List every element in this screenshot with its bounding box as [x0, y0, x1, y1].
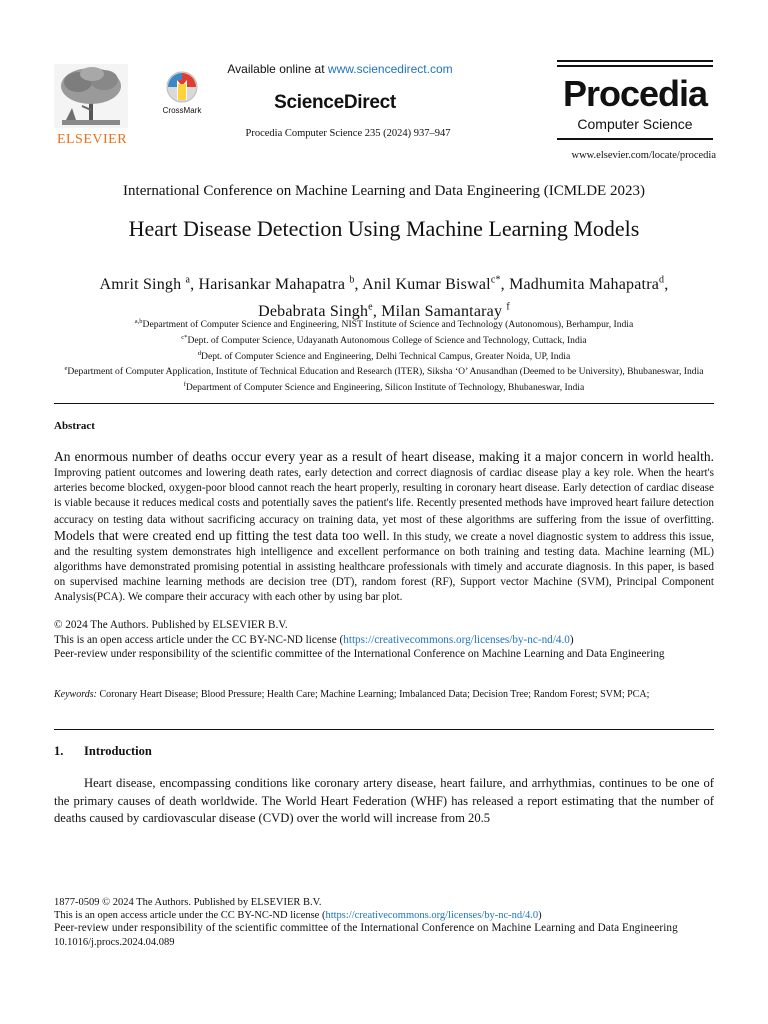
paper-title: Heart Disease Detection Using Machine Learning Models — [128, 216, 640, 241]
keywords — [54, 688, 714, 702]
keywords-label: Keywords: — [54, 689, 97, 700]
author: Anil Kumar Biswal$^{c*}$, — [362, 275, 510, 294]
sciencedirect-logo: ScienceDirect — [274, 92, 396, 113]
footer-license-link[interactable]: https://creativecommons.org/licenses/by-nc-nd/4.0 — [325, 910, 539, 922]
elsevier-wordmark: ELSEVIER — [56, 132, 128, 147]
sciencedirect-link[interactable]: www.sciencedirect.com — [327, 62, 453, 76]
crossmark-icon — [165, 70, 199, 108]
rights-block — [54, 618, 714, 662]
divider-bottom — [54, 729, 714, 730]
conference-name: International Conference on Machine Learning and Data Engineering (ICMLDE 2023) — [123, 183, 645, 199]
available-online — [200, 62, 480, 76]
available-prefix: Available online at — [227, 62, 328, 76]
abstract-emph: Models that were created end up fitting the test data too well. — [54, 528, 390, 543]
procedia-rule-top-2 — [557, 65, 713, 67]
footer-peer-review: Peer-review under responsibility of the scientific committee of the International Conference on Machine Learning and Data Engineering — [54, 922, 678, 935]
affiliation: $^{c*}$Dept. of Computer Science, Udayanath Autonomous College of Science and Technology, Cuttack, India — [181, 333, 587, 346]
section-heading — [54, 744, 152, 759]
affiliation: $^e$Department of Computer Application, Institute of Technical Education and Research (ITER), Siksha ‘O’ Anusandhan (Deemed to be University), Bhubaneswar, India — [64, 365, 704, 378]
affiliation: $^d$Dept. of Computer Science and Engineering, Delhi Technical Campus, Greater Noida, UP, India — [197, 349, 571, 362]
abstract-part: In this study, we create a novel diagnostic system to address this issue, and the resulting system demonstrates high intelligence and excellent performance on both training and testing data. Machine learning (ML) algorithms have demonstrated promising potential in assisting healthcare professionals with timely and accurate diagnosis. In this paper, is based on supervised machine learning methods are decision tree (DT), random forest (RF), Support vector Machine (SVM), Principal Component Analysis(PCA). We compare their accuracy with each other by using bar plot. — [54, 531, 714, 603]
license-link[interactable]: https://creativecommons.org/licenses/by-nc-nd/4.0 — [343, 633, 570, 646]
section-title: Introduction — [84, 744, 152, 758]
procedia-rule-bottom — [557, 138, 713, 140]
procedia-subtitle: Computer Science — [577, 116, 693, 132]
affiliation: $^{a,b}$Department of Computer Science and Engineering, NIST Institute of Science and Technology (Autonomous), Berhampur, India — [134, 318, 634, 331]
keywords-text: Coronary Heart Disease; Blood Pressure; Health Care; Machine Learning; Imbalanced Data; Decision Tree; Random Forest; SVM; PCA; — [96, 689, 650, 700]
elsevier-url[interactable]: www.elsevier.com/locate/procedia — [571, 150, 716, 161]
author: Debabrata Singh$^e$, — [258, 301, 382, 320]
journal-reference: Procedia Computer Science 235 (2024) 937–947 — [245, 128, 451, 139]
peer-review-line: Peer-review under responsibility of the scientific committee of the International Conference on Machine Learning and Data Engineering — [54, 648, 665, 660]
elsevier-tree-logo-icon — [54, 64, 128, 128]
journal-header — [0, 0, 768, 172]
license-line: This is an open access article under the CC BY-NC-ND license (https://creativecommons.org/licenses/by-nc-nd/4.0) — [54, 633, 574, 646]
author-list — [70, 270, 698, 323]
abstract-body — [54, 449, 714, 605]
abstract-part: Improving patient outcomes and lowering death rates, early detection and correct diagnosis of cardiac disease play a key role. When the heart's arteries become blocked, oxygen-poor blood cannot reach the heart properly, resulting in coronary heart disease. Early detection of cardiac disease is viable because it reduces medical costs and potentially saves the patient's life. Recently presented methods have improved heart failure detection accuracy on testing data without sacrificing accuracy on training data, yet most of these algorithms are suffering from the issue of overfitting. — [54, 467, 714, 526]
procedia-title: Procedia — [562, 73, 708, 114]
doi-line[interactable]: 10.1016/j.procs.2024.04.089 — [54, 936, 175, 948]
author: Amrit Singh $^a$, — [99, 275, 199, 294]
section-number: 1. — [54, 744, 64, 758]
copyright-line: © 2024 The Authors. Published by ELSEVIER B.V. — [54, 619, 288, 631]
procedia-logo — [557, 60, 713, 142]
page-footer — [54, 896, 714, 949]
abstract-heading: Abstract — [54, 420, 95, 432]
abstract-lead: An enormous number of deaths occur every year as a result of heart disease, making it a major concern in world health. — [54, 449, 714, 464]
author: Milan Samantaray $^f$ — [381, 301, 510, 320]
crossmark-label: CrossMark — [162, 106, 202, 115]
introduction-body: Heart disease, encompassing conditions like coronary artery disease, heart failure, and arrhythmias, continues to be one of the primary causes of death worldwide. The World Heart Federation (WHF) has released a report estimating that the number of deaths caused by cardiovascular disease (CVD) over the world will increase from 20.5 — [54, 776, 714, 825]
footer-license-line: This is an open access article under the CC BY-NC-ND license (https://creativecommons.org/licenses/by-nc-nd/4.0) — [54, 910, 542, 922]
author: Madhumita Mahapatra$^d$, — [509, 275, 669, 294]
divider-top — [54, 403, 714, 404]
crossmark-badge[interactable] — [160, 70, 204, 118]
affiliation: $^f$Department of Computer Science and Engineering, Silicon Institute of Technology, Bhubaneswar, India — [183, 381, 585, 394]
procedia-rule-top — [557, 60, 713, 62]
author: Harisankar Mahapatra $^b$, — [198, 275, 363, 294]
issn-line: 1877-0509 © 2024 The Authors. Published by ELSEVIER B.V. — [54, 897, 322, 908]
affiliation-list — [60, 316, 708, 395]
